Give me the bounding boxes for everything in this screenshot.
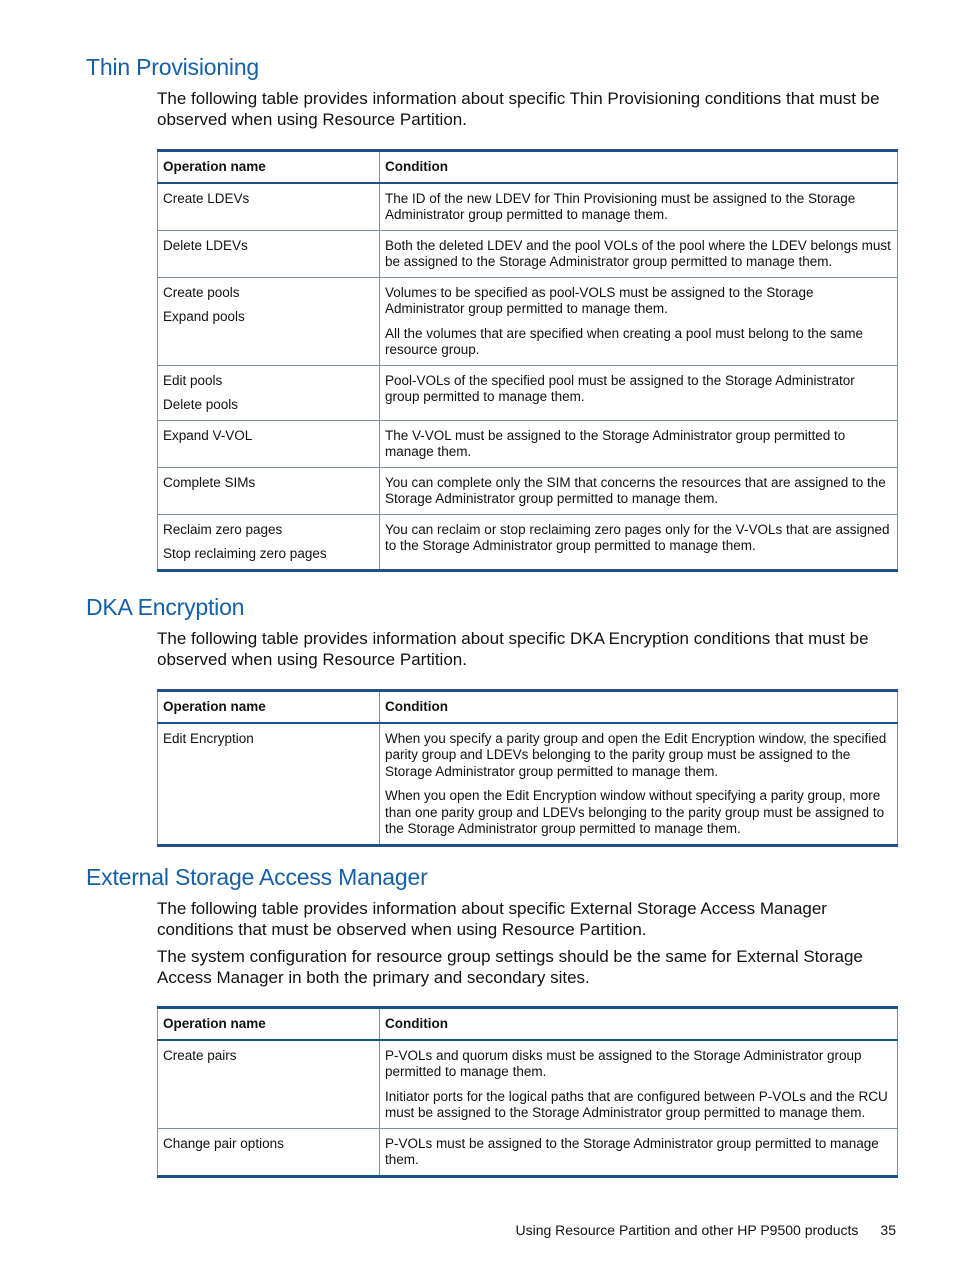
operation-name: Expand V-VOL	[163, 427, 253, 443]
operation-name: Reclaim zero pages	[163, 521, 283, 537]
operation-name-cell	[158, 183, 380, 231]
operation-name: Edit Encryption	[163, 730, 254, 746]
operation-name: Delete pools	[163, 397, 239, 412]
condition-text: The V-VOL must be assigned to the Storage Administrator group permitted to manage them.	[385, 427, 846, 459]
operation-name: Change pair options	[163, 1135, 284, 1151]
condition-text: P-VOLs must be assigned to the Storage Administrator group permitted to manage them.	[385, 1135, 879, 1167]
condition-cell	[380, 467, 898, 514]
table-dka-encryption	[157, 689, 898, 847]
operation-name-cell	[158, 1040, 380, 1129]
condition-text: Initiator ports for the logical paths that are configured between P-VOLs and the RCU must be assigned to the Storage Administrator group permitted to manage them.	[385, 1088, 888, 1120]
table-row	[158, 723, 898, 846]
table-row	[158, 230, 898, 277]
table-row	[158, 1040, 898, 1129]
section-title-external-storage-access-manager: External Storage Access Manager	[86, 864, 428, 890]
condition-cell	[380, 277, 898, 365]
table-row	[158, 277, 898, 365]
condition-text: All the volumes that are specified when creating a pool must belong to the same resource group.	[385, 325, 864, 357]
column-header-operation-name: Operation name	[158, 151, 380, 183]
condition-cell	[380, 183, 898, 231]
operation-name-cell	[158, 1128, 380, 1176]
condition-cell	[380, 230, 898, 277]
operation-name: Delete LDEVs	[163, 237, 248, 253]
column-header-condition: Condition	[380, 691, 898, 723]
column-header-operation-name: Operation name	[158, 691, 380, 723]
condition-cell	[380, 1040, 898, 1129]
column-header-operation-name: Operation name	[158, 1008, 380, 1040]
condition-text: When you open the Edit Encryption window without specifying a parity group, more than one parity group and LDEVs belonging to the parity group must be assigned to the Storage Administrator group permitted to manage them.	[385, 788, 885, 836]
condition-text: You can reclaim or stop reclaiming zero pages only for the V-VOLs that are assigned to the Storage Administrator group permitted to manage them.	[385, 521, 890, 553]
condition-cell	[380, 420, 898, 467]
condition-cell	[380, 1128, 898, 1176]
table-row	[158, 514, 898, 570]
table-row	[158, 365, 898, 420]
footer-text: Using Resource Partition and other HP P9500 products	[515, 1222, 859, 1238]
column-header-condition: Condition	[380, 1008, 898, 1040]
condition-cell	[380, 514, 898, 570]
operation-name-cell	[158, 514, 380, 570]
column-header-condition: Condition	[380, 151, 898, 183]
operation-name: Create pools	[163, 284, 240, 300]
section-intro: The following table provides information about specific Thin Provisioning conditions that must be observed when using Resource Partition.	[157, 89, 880, 129]
table-row	[158, 1128, 898, 1176]
section-intro: The system configuration for resource group settings should be the same for External Storage Access Manager in both the primary and secondary sites.	[157, 947, 863, 987]
operation-name: Stop reclaiming zero pages	[163, 546, 327, 561]
table-thin-provisioning	[157, 149, 898, 572]
section-intro: The following table provides information about specific DKA Encryption conditions that must be observed when using Resource Partition.	[157, 629, 869, 669]
condition-text: Volumes to be specified as pool-VOLS must be assigned to the Storage Administrator group permitted to manage them.	[385, 284, 814, 316]
operation-name-cell	[158, 277, 380, 365]
table-external-storage-access-manager	[157, 1006, 898, 1178]
operation-name-cell	[158, 723, 380, 846]
condition-text: You can complete only the SIM that concerns the resources that are assigned to the Storage Administrator group permitted to manage them.	[385, 474, 886, 506]
operation-name-cell	[158, 420, 380, 467]
section-intro: The following table provides information about specific External Storage Access Manager conditions that must be observed when using Resource Partition.	[157, 899, 827, 939]
table-row	[158, 420, 898, 467]
operation-name: Create pairs	[163, 1047, 237, 1063]
condition-text: Pool-VOLs of the specified pool must be assigned to the Storage Administrator group permitted to manage them.	[385, 372, 855, 404]
condition-text: The ID of the new LDEV for Thin Provisioning must be assigned to the Storage Administrator group permitted to manage them.	[385, 190, 856, 222]
operation-name: Edit pools	[163, 372, 223, 388]
section-title-dka-encryption: DKA Encryption	[86, 594, 245, 620]
operation-name-cell	[158, 230, 380, 277]
condition-text: P-VOLs and quorum disks must be assigned to the Storage Administrator group permitted to manage them.	[385, 1047, 862, 1079]
operation-name: Expand pools	[163, 309, 245, 324]
operation-name-cell	[158, 365, 380, 420]
section-title-thin-provisioning: Thin Provisioning	[86, 54, 260, 80]
page-footer	[515, 1222, 896, 1238]
condition-cell	[380, 723, 898, 846]
table-row	[158, 467, 898, 514]
condition-text: When you specify a parity group and open the Edit Encryption window, the specified parity group and LDEVs belonging to the parity group must be assigned to the Storage Administrator group permitted to manage them.	[385, 730, 887, 779]
operation-name: Complete SIMs	[163, 474, 256, 490]
condition-cell	[380, 365, 898, 420]
table-row	[158, 183, 898, 231]
operation-name-cell	[158, 467, 380, 514]
condition-text: Both the deleted LDEV and the pool VOLs of the pool where the LDEV belongs must be assigned to the Storage Administrator group permitted to manage them.	[385, 237, 891, 269]
page-number: 35	[880, 1222, 896, 1238]
operation-name: Create LDEVs	[163, 190, 250, 206]
